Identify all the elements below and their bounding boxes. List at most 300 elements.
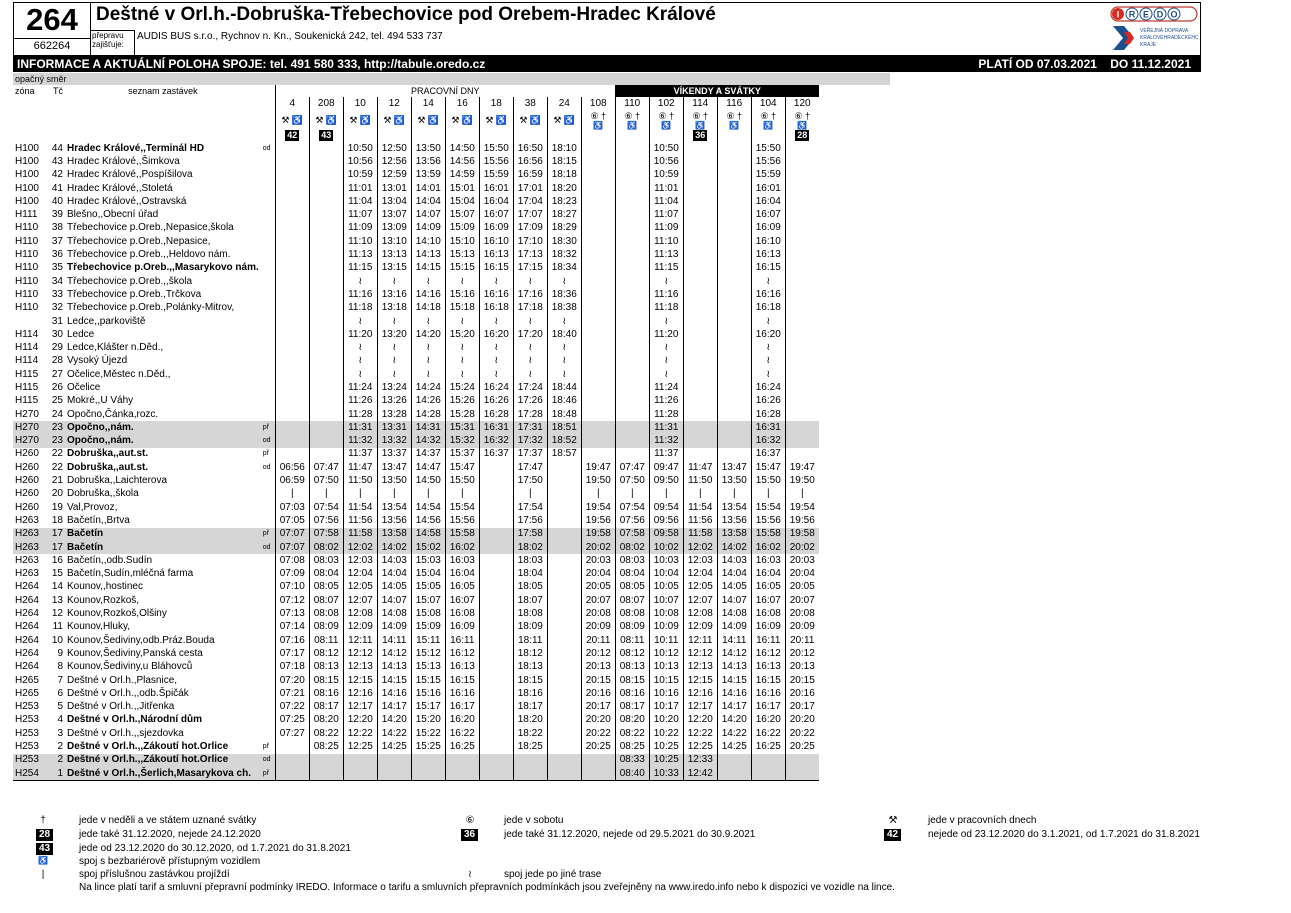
trip-symbol-icons: ⑥ † <box>726 111 743 121</box>
departure-time: 10:25 <box>649 754 683 767</box>
stop-name: Ledce <box>67 328 95 340</box>
stop-number: 5 <box>57 701 63 713</box>
stop-name: Mokré,,U Váhy <box>67 395 134 407</box>
departure-time: ≀ <box>445 355 479 368</box>
departure-time: 11:01 <box>343 182 377 195</box>
departure-time: 11:13 <box>343 248 377 261</box>
departure-time: 15:47 <box>751 461 785 474</box>
departure-time: 10:59 <box>649 169 683 182</box>
departure-time <box>615 275 649 288</box>
departure-time: 16:32 <box>751 435 785 448</box>
stop-flag <box>261 581 276 594</box>
stop-name: Hradec Králové,,Terminál HD <box>67 142 205 154</box>
departure-time: 15:15 <box>445 262 479 275</box>
departure-time: 08:13 <box>309 661 343 674</box>
spacer-cell <box>261 110 276 130</box>
departure-time: 18:48 <box>547 408 581 421</box>
svg-text:KRÁLOVÉHRADECKÉHO: KRÁLOVÉHRADECKÉHO <box>1140 35 1198 41</box>
header-row <box>13 85 819 97</box>
departure-time: 08:02 <box>309 541 343 554</box>
departure-time: 14:26 <box>411 395 445 408</box>
stop-name: Kounov,Rozkoš,Olšiny <box>67 608 167 620</box>
stop-number: 13 <box>51 594 63 606</box>
departure-time: 20:15 <box>785 674 819 687</box>
departure-time: ≀ <box>377 355 411 368</box>
stop-flag <box>261 341 276 354</box>
badge-43: 43 <box>36 843 53 855</box>
departure-time: ≀ <box>343 368 377 381</box>
departure-time <box>275 448 309 461</box>
stop-zone: H264 <box>15 621 39 633</box>
info-bar <box>13 56 1201 72</box>
trip-symbols <box>785 110 819 130</box>
departure-time: 15:01 <box>445 182 479 195</box>
stop-number: 21 <box>51 475 63 487</box>
departure-time <box>479 714 513 727</box>
departure-time: ≀ <box>751 341 785 354</box>
departure-time: 12:08 <box>683 607 717 620</box>
departure-time: 07:18 <box>275 661 309 674</box>
departure-time: 17:20 <box>513 328 547 341</box>
stop-flag: od <box>262 463 271 471</box>
departure-time: ≀ <box>479 355 513 368</box>
departure-time <box>717 169 751 182</box>
stop-row <box>13 621 819 634</box>
stop-flag <box>261 674 276 687</box>
departure-time: ≀ <box>649 355 683 368</box>
departure-time: 18:57 <box>547 448 581 461</box>
departure-time: 10:16 <box>649 687 683 700</box>
departure-time: 10:07 <box>649 594 683 607</box>
stop-row <box>13 501 819 514</box>
trip-symbols <box>275 110 309 130</box>
departure-time: 07:08 <box>275 554 309 567</box>
departure-time <box>479 488 513 501</box>
departure-time: 13:09 <box>377 222 411 235</box>
departure-time <box>309 195 343 208</box>
departure-time: 20:02 <box>581 541 615 554</box>
departure-time <box>479 541 513 554</box>
departure-time <box>547 474 581 487</box>
departure-time: 11:20 <box>343 328 377 341</box>
departure-time <box>751 767 785 781</box>
departure-time: 20:04 <box>581 568 615 581</box>
stop-zone: H114 <box>15 355 39 367</box>
departure-time: 15:26 <box>445 395 479 408</box>
departure-time: 08:03 <box>615 554 649 567</box>
stop-flag: př <box>262 450 269 458</box>
departure-time <box>615 222 649 235</box>
departure-time: 12:22 <box>343 727 377 740</box>
departure-time: 10:12 <box>649 647 683 660</box>
stop-zone: H115 <box>15 395 39 407</box>
stop-zone: H265 <box>15 687 39 699</box>
stop-zone: H111 <box>15 209 38 221</box>
stop-zone: H263 <box>13 541 46 554</box>
departure-time <box>717 195 751 208</box>
stop-flag: př <box>262 743 269 750</box>
departure-time: 08:11 <box>309 634 343 647</box>
trip-symbol-wheelchair: ♿ <box>729 121 740 130</box>
departure-time: 08:15 <box>615 674 649 687</box>
departure-time: ≀ <box>751 368 785 381</box>
departure-time: 15:03 <box>411 554 445 567</box>
stop-number: 20 <box>51 488 63 500</box>
departure-time: 14:09 <box>717 621 751 634</box>
departure-time <box>275 195 309 208</box>
trip-symbol-wheelchair: ♿ <box>797 121 808 130</box>
departure-time <box>717 328 751 341</box>
departure-time: 16:59 <box>513 169 547 182</box>
departure-time: 11:18 <box>649 302 683 315</box>
departure-time <box>411 767 445 781</box>
departure-time: 12:13 <box>683 661 717 674</box>
departure-time: 07:27 <box>275 727 309 740</box>
departure-time <box>615 302 649 315</box>
departure-time <box>547 740 581 753</box>
departure-time: 12:04 <box>343 568 377 581</box>
stop-flag <box>261 235 276 248</box>
departure-time: 15:50 <box>479 142 513 155</box>
departure-time: 16:50 <box>513 142 547 155</box>
stop-row <box>13 222 819 235</box>
departure-time: 15:37 <box>445 448 479 461</box>
departure-time: 19:47 <box>581 461 615 474</box>
trip-symbol-icons: ⚒ ♿ <box>383 115 406 125</box>
svg-text:R: R <box>1128 9 1136 20</box>
departure-time: 12:33 <box>683 754 717 767</box>
departure-time: 16:13 <box>479 248 513 261</box>
departure-time: 07:10 <box>275 581 309 594</box>
departure-time <box>615 341 649 354</box>
departure-time <box>513 767 547 781</box>
departure-time <box>683 155 717 168</box>
departure-time: 16:20 <box>751 714 785 727</box>
stop-flag <box>261 714 276 727</box>
departure-time: 07:50 <box>615 474 649 487</box>
departure-time: 15:56 <box>445 514 479 527</box>
departure-time: 16:05 <box>751 581 785 594</box>
stop-number: 17 <box>46 528 65 541</box>
departure-time: 20:03 <box>785 554 819 567</box>
departure-time <box>275 169 309 182</box>
departure-time: 15:10 <box>445 235 479 248</box>
stop-row <box>13 395 819 408</box>
departure-time: 14:50 <box>411 474 445 487</box>
departure-time: 12:11 <box>683 634 717 647</box>
departure-time: 16:26 <box>751 395 785 408</box>
trip-symbols <box>309 110 343 130</box>
departure-time: ≀ <box>649 275 683 288</box>
departure-time: | <box>377 488 411 501</box>
departure-time <box>547 501 581 514</box>
stop-zone: H264 <box>15 647 39 659</box>
departure-time <box>275 155 309 168</box>
trip-symbol-icons: ⑥ † <box>760 111 777 121</box>
departure-time: 14:58 <box>411 528 445 541</box>
departure-time: 20:05 <box>581 581 615 594</box>
departure-time: 15:59 <box>751 169 785 182</box>
departure-time: 11:31 <box>649 421 683 434</box>
pass-icon: | <box>41 869 45 880</box>
spacer-cell <box>46 110 65 130</box>
departure-time <box>683 195 717 208</box>
stop-name: Deštné v Orl.h.,,sjezdovka <box>67 727 184 739</box>
badge-28: 28 <box>36 829 53 841</box>
departure-time: 20:25 <box>581 740 615 753</box>
departure-time: 11:07 <box>343 208 377 221</box>
departure-time: ≀ <box>343 341 377 354</box>
trip-badge-cell <box>751 130 785 142</box>
departure-time: | <box>343 488 377 501</box>
departure-time: 18:18 <box>547 169 581 182</box>
departure-time <box>547 621 581 634</box>
departure-time: 15:13 <box>411 661 445 674</box>
departure-time: 12:17 <box>683 700 717 713</box>
stop-row <box>13 528 819 541</box>
departure-time <box>309 155 343 168</box>
departure-time: 13:58 <box>717 528 751 541</box>
departure-time: ≀ <box>377 341 411 354</box>
departure-time <box>785 381 819 394</box>
trip-number: 110 <box>615 97 649 110</box>
trip-symbols-row <box>13 110 819 130</box>
departure-time: 07:03 <box>275 501 309 514</box>
departure-time: 12:25 <box>683 740 717 753</box>
departure-time: 12:07 <box>343 594 377 607</box>
departure-time: 13:13 <box>377 248 411 261</box>
stop-name: Bačetín <box>65 541 261 554</box>
stop-name: Vysoký Újezd <box>67 355 128 367</box>
departure-time <box>615 195 649 208</box>
departure-time: 16:15 <box>751 262 785 275</box>
departure-time: | <box>785 488 819 501</box>
stop-row <box>13 461 819 474</box>
departure-time <box>717 381 751 394</box>
departure-time: 12:11 <box>343 634 377 647</box>
departure-time: 14:50 <box>445 142 479 155</box>
departure-time <box>581 142 615 155</box>
trip-symbol-icons: ⚒ ♿ <box>451 115 474 125</box>
departure-time: 11:04 <box>343 195 377 208</box>
departure-time: 13:50 <box>377 474 411 487</box>
departure-time: 09:54 <box>649 501 683 514</box>
stop-zone: H100 <box>15 182 39 194</box>
departure-time <box>785 235 819 248</box>
departure-time: 18:27 <box>547 208 581 221</box>
departure-time: 14:04 <box>377 568 411 581</box>
departure-time: 08:16 <box>309 687 343 700</box>
departure-time: 13:59 <box>411 169 445 182</box>
departure-time <box>309 315 343 328</box>
departure-time <box>683 222 717 235</box>
stop-zone: H260 <box>15 475 39 487</box>
departure-time: 15:50 <box>445 474 479 487</box>
departure-time <box>683 341 717 354</box>
stop-zone: H114 <box>15 342 39 354</box>
spacer-cell <box>65 97 261 110</box>
departure-time: 10:25 <box>649 740 683 753</box>
departure-time: 11:37 <box>649 448 683 461</box>
departure-time <box>581 435 615 448</box>
departure-time: 20:22 <box>785 727 819 740</box>
departure-time: 14:25 <box>717 740 751 753</box>
stop-row <box>13 514 819 527</box>
info-text: INFORMACE A AKTUÁLNÍ POLOHA SPOJE: tel. 491 580 333, http://tabule.oredo.cz <box>17 57 486 71</box>
stop-name: Dobruška,,Laichterova <box>67 475 168 487</box>
stop-number: 35 <box>51 262 63 274</box>
spacer-cell <box>46 97 65 110</box>
departure-time: 16:20 <box>479 328 513 341</box>
departure-time <box>479 568 513 581</box>
departure-time <box>717 235 751 248</box>
stop-zone: H110 <box>15 222 39 234</box>
stop-zone: H253 <box>15 741 39 752</box>
departure-time <box>547 687 581 700</box>
stop-zone: H100 <box>15 155 39 167</box>
stop-zone: H100 <box>15 169 39 181</box>
departure-time: 17:47 <box>513 461 547 474</box>
stop-flag <box>261 621 276 634</box>
departure-time: | <box>411 488 445 501</box>
departure-time: 07:14 <box>275 621 309 634</box>
trip-symbol-icons: ⑥ † <box>658 111 675 121</box>
departure-time: 08:04 <box>309 568 343 581</box>
departure-time: 15:22 <box>411 727 445 740</box>
stop-row <box>13 754 819 767</box>
stop-zone: H264 <box>15 594 39 606</box>
departure-time <box>547 754 581 767</box>
departure-time: 15:56 <box>751 514 785 527</box>
departure-time: 07:58 <box>309 528 343 541</box>
departure-time: 13:15 <box>377 262 411 275</box>
departure-time <box>785 302 819 315</box>
departure-time: 10:08 <box>649 607 683 620</box>
departure-time: 08:15 <box>309 674 343 687</box>
departure-time: 12:13 <box>343 661 377 674</box>
departure-time: 17:01 <box>513 182 547 195</box>
trip-symbol-icons: ⚒ ♿ <box>553 115 576 125</box>
departure-time <box>717 315 751 328</box>
departure-time <box>615 421 649 434</box>
departure-time: 17:32 <box>513 435 547 448</box>
stop-row <box>13 647 819 660</box>
departure-time <box>717 288 751 301</box>
stop-name: Ledce,Klášter n.Děd., <box>67 342 164 354</box>
legend-cross: jede v neděli a ve státem uznané svátky <box>79 815 257 826</box>
departure-time: 15:25 <box>411 740 445 753</box>
departure-time: 08:25 <box>309 740 343 753</box>
departure-time: 16:18 <box>751 302 785 315</box>
stop-flag <box>261 315 276 328</box>
departure-time: 16:04 <box>445 568 479 581</box>
departure-time: 14:22 <box>717 727 751 740</box>
trip-badge: 28 <box>797 130 808 140</box>
departure-time <box>479 700 513 713</box>
departure-time <box>717 275 751 288</box>
departure-time: | <box>445 488 479 501</box>
stop-flag <box>261 687 276 700</box>
departure-time: 11:04 <box>649 195 683 208</box>
departure-time: 11:28 <box>343 408 377 421</box>
departure-time: 20:03 <box>581 554 615 567</box>
departure-time <box>683 421 717 434</box>
legend-pass: spoj příslušnou zastávkou projíždí <box>79 869 230 880</box>
stop-name: Dobruška,,aut.st. <box>67 448 149 460</box>
departure-time: 20:07 <box>785 594 819 607</box>
stop-flag <box>261 647 276 660</box>
stop-flag <box>261 661 276 674</box>
departure-time: 08:12 <box>309 647 343 660</box>
departure-time <box>785 248 819 261</box>
departure-time <box>683 408 717 421</box>
departure-time: 07:58 <box>615 528 649 541</box>
departure-time: 08:05 <box>615 581 649 594</box>
departure-time: 17:37 <box>513 448 547 461</box>
stop-zone: H270 <box>15 408 39 420</box>
departure-time: 10:05 <box>649 581 683 594</box>
stop-row <box>13 674 819 687</box>
trip-badge-cell <box>785 130 819 142</box>
departure-time <box>309 341 343 354</box>
departure-time <box>615 448 649 461</box>
stop-row <box>13 474 819 487</box>
departure-time: 10:09 <box>649 621 683 634</box>
stop-row <box>13 727 819 740</box>
departure-time: 12:17 <box>343 700 377 713</box>
departure-time: 13:50 <box>411 142 445 155</box>
departure-time <box>581 754 615 767</box>
departure-time: 12:16 <box>343 687 377 700</box>
departure-time: 18:20 <box>547 182 581 195</box>
trip-symbols <box>343 110 377 130</box>
stop-row <box>13 714 819 727</box>
departure-time: ≀ <box>751 315 785 328</box>
stop-number: 4 <box>57 714 63 726</box>
departure-time <box>309 302 343 315</box>
stop-number: 29 <box>51 342 63 354</box>
departure-time <box>785 448 819 461</box>
departure-time: 16:03 <box>751 554 785 567</box>
departure-time: ≀ <box>445 275 479 288</box>
departure-time <box>479 674 513 687</box>
departure-time <box>717 222 751 235</box>
departure-time <box>479 727 513 740</box>
trip-number: 114 <box>683 97 717 110</box>
departure-time <box>581 182 615 195</box>
departure-time: 16:17 <box>445 700 479 713</box>
departure-time <box>683 435 717 448</box>
departure-time: 08:08 <box>615 607 649 620</box>
departure-time <box>547 568 581 581</box>
departure-time: 16:18 <box>479 302 513 315</box>
departure-time: 10:04 <box>649 568 683 581</box>
departure-time <box>683 142 717 155</box>
departure-time <box>343 754 377 767</box>
departure-time: 19:50 <box>581 474 615 487</box>
departure-time: 17:58 <box>513 528 547 541</box>
departure-time: 15:59 <box>479 169 513 182</box>
departure-time <box>309 142 343 155</box>
stop-flag: od <box>261 435 276 448</box>
stop-name: Bačetín <box>65 528 261 541</box>
trip-symbols <box>581 110 615 130</box>
departure-time: 16:28 <box>479 408 513 421</box>
departure-time <box>479 581 513 594</box>
departure-time <box>343 767 377 781</box>
departure-time: 13:18 <box>377 302 411 315</box>
departure-time: 14:07 <box>411 208 445 221</box>
